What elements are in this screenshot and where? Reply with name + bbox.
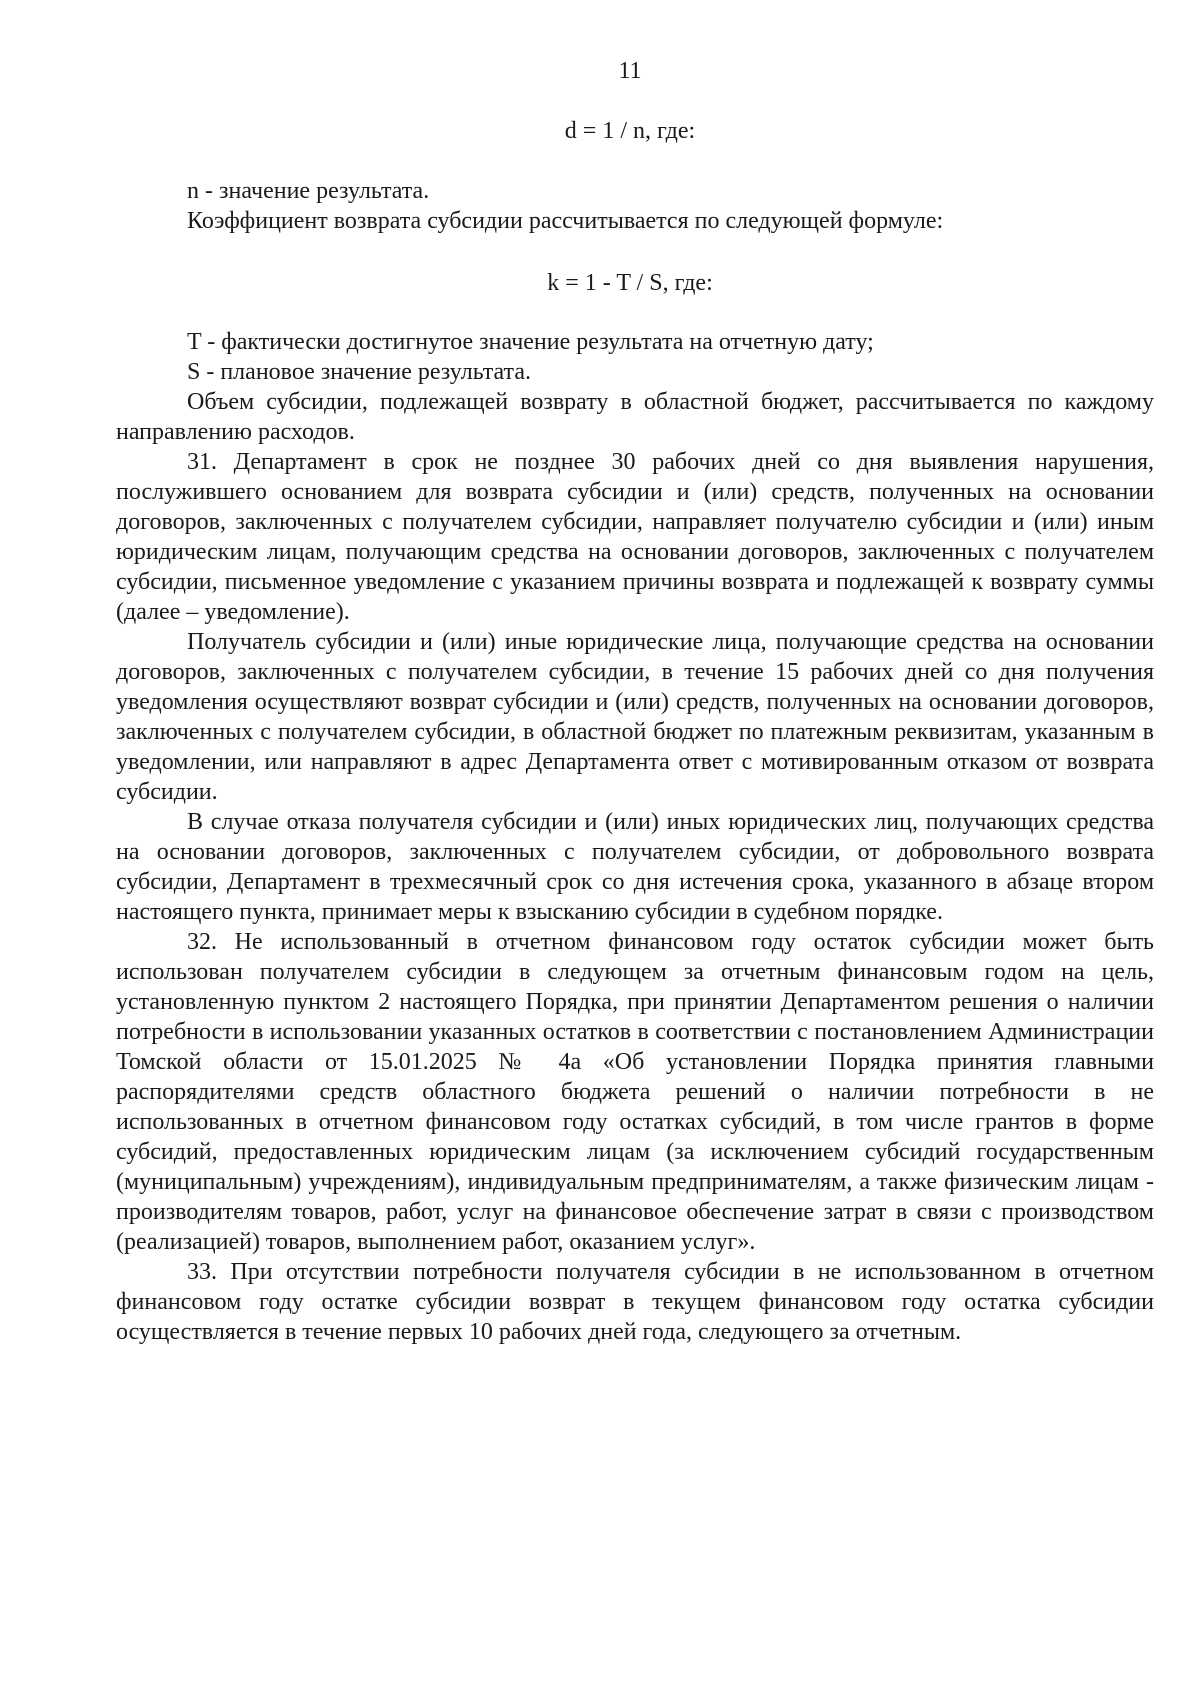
- definition-n: n - значение результата.: [187, 178, 430, 204]
- paragraph-31-refusal: В случае отказа получателя субсидии и (или) иных юридических лиц, получающих средства на основании договоров, заключенных с получателем субсидии, от добровольного возврата субсидии, Департамент в трехмесячный срок со дня истечения срока, указанного в абзаце втором настоящего пункта, принимает меры к взысканию субсидии в судебном порядке.: [116, 809, 1154, 925]
- definition-t: T - фактически достигнутое значение результата на отчетную дату;: [187, 329, 874, 355]
- paragraph-31-recipient: Получатель субсидии и (или) иные юридические лица, получающие средства на основании договоров, заключенных с получателем субсидии, в течение 15 рабочих дней со дня получения уведомления осуществляют возврат субсидии и (или) средств, полученных на основании договоров, заключенных с получателем субсидии, в областной бюджет по платежным реквизитам, указанным в уведомлении, или направляют в адрес Департамента ответ с мотивированным отказом от возврата субсидии.: [116, 629, 1154, 805]
- page-number: 11: [618, 58, 642, 84]
- formula-k: k = 1 - T / S, где:: [547, 270, 713, 296]
- formula-d: d = 1 / n, где:: [564, 118, 696, 144]
- definitions-block-1: [116, 176, 1154, 236]
- coefficient-intro: Коэффициент возврата субсидии рассчитывается по следующей формуле:: [187, 208, 944, 234]
- paragraph-volume: Объем субсидии, подлежащей возврату в областной бюджет, рассчитывается по каждому направлению расходов.: [116, 389, 1154, 445]
- definition-s: S - плановое значение результата.: [187, 359, 531, 385]
- main-text-block: [116, 327, 1154, 1347]
- paragraph-31: 31. Департамент в срок не позднее 30 рабочих дней со дня выявления нарушения, послужившего основанием для возврата субсидии и (или) средств, полученных на основании договоров, заключенных с получателем субсидии, направляет получателю субсидии и (или) иным юридическим лицам, получающим средства на основании договоров, заключенных с получателем субсидии, письменное уведомление с указанием причины возврата и подлежащей к возврату суммы (далее – уведомление).: [116, 449, 1154, 625]
- paragraph-33: 33. При отсутствии потребности получателя субсидии в не использованном в отчетном финансовом году остатке субсидии возврат в текущем финансовом году остатка субсидии осуществляется в течение первых 10 рабочих дней года, следующего за отчетным.: [116, 1259, 1154, 1345]
- paragraph-32: 32. Не использованный в отчетном финансовом году остаток субсидии может быть использован получателем субсидии в следующем за отчетным финансовым годом на цель, установленную пунктом 2 настоящего Порядка, при принятии Департаментом решения о наличии потребности в использовании указанных остатков в соответствии с постановлением Администрации Томской области от 15.01.2025 № 4а «Об установлении Порядка принятия главными распорядителями средств областного бюджета решений о наличии потребности в не использованных в отчетном финансовом году остатках субсидий, в том числе грантов в форме субсидий, предоставленных юридическим лицам (за исключением субсидий государственным (муниципальным) учреждениям), индивидуальным предпринимателям, а также физическим лицам - производителям товаров, работ, услуг на финансовое обеспечение затрат в связи с производством (реализацией) товаров, выполнением работ, оказанием услуг».: [116, 929, 1154, 1255]
